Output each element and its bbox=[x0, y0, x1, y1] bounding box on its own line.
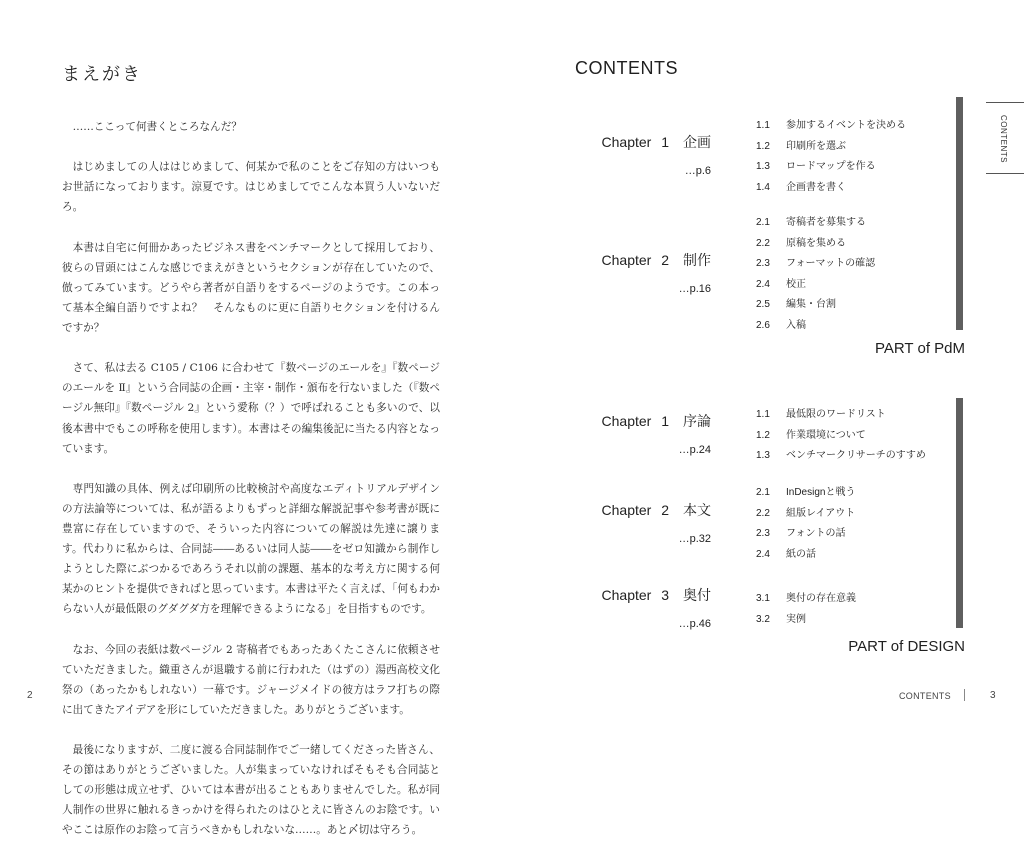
toc-sections-design-1 bbox=[756, 405, 926, 467]
toc-section-item[interactable] bbox=[756, 178, 906, 199]
toc-section-item[interactable] bbox=[756, 589, 856, 610]
toc-section-item[interactable] bbox=[756, 295, 875, 316]
chapter-label: Chapter 2 制作 bbox=[601, 252, 711, 268]
section-number: 2.1 bbox=[756, 487, 770, 498]
toc-sections-design-3 bbox=[756, 589, 856, 630]
contents-title: CONTENTS bbox=[575, 58, 678, 78]
section-number: 1.4 bbox=[756, 181, 770, 193]
section-number: 1.3 bbox=[756, 450, 770, 462]
toc-section-item[interactable] bbox=[756, 275, 875, 296]
toc-section-item[interactable] bbox=[756, 504, 855, 525]
chapter-page-ref: …p.32 bbox=[678, 533, 711, 545]
section-number: 2.4 bbox=[756, 548, 770, 560]
section-title: 作業環境について bbox=[786, 429, 866, 441]
footer-separator bbox=[964, 689, 965, 701]
right-page bbox=[512, 0, 1024, 726]
section-number: 2.5 bbox=[756, 299, 770, 311]
section-title: 校正 bbox=[786, 278, 806, 290]
toc-section-item[interactable] bbox=[756, 610, 856, 631]
chapter-label: Chapter 1 企画 bbox=[601, 134, 711, 150]
section-title: 実例 bbox=[786, 613, 806, 625]
chapter-label: Chapter 1 序論 bbox=[601, 413, 711, 429]
chapter-page-ref: …p.24 bbox=[678, 444, 711, 456]
section-number: 3.2 bbox=[756, 613, 770, 625]
side-tab-label: CONTENTS bbox=[999, 115, 1008, 163]
toc-section-item[interactable] bbox=[756, 446, 926, 467]
preface-paragraph: さて、私は去る C105 / C106 に合わせて『数ページのエールを』『数ページのエールを Ⅱ』という合同誌の企画・主宰・制作・頒布を行ないました（『数ページル無印』『数ページル 2』という愛称（？）で呼ばれることも多いので、以後本書中でもこの呼称を使用します）。本書はその編集後記に当たる内容となっています。 bbox=[62, 362, 440, 455]
chapter-label: Chapter 2 本文 bbox=[601, 502, 711, 518]
toc-chapter-design-3[interactable] bbox=[601, 585, 711, 631]
preface-paragraph: 専門知識の具体、例えば印刷所の比較検討や高度なエディトリアルデザインの方法論等については、私が語るよりもずっと詳細な解説記事や参考書が既に豊富に存在していますので、そういった内容についての解説は先達に譲ります。代わりに私からは、合同誌――あるいは同人誌――をゼロ知識から制作しようとした際にぶつかるであろうそれ以前の課題、基本的な考え方に関する何某かのヒントを提供できればと思っています。本書は平たく言えば、「何もわからない人が最低限のグダグダ方を理解できるようになる」を目指すものです。 bbox=[62, 482, 440, 616]
part-pdm-bar bbox=[956, 97, 963, 330]
preface-paragraph: 最後になりますが、二度に渡る合同誌制作でご一緒してくださった皆さん、その節はありがとうございました。人が集まっていなければそもそも合同誌としての形態は成立せず、ひいては本書が出ることもありませんでした。私が同人制作の世界に触れるきっかけを得られたのはひとえに皆さんのお陰です。いやここは原作のお陰って言うべきかもしれないな……。あと〆切は守ろう。 bbox=[62, 744, 440, 837]
toc-section-item[interactable] bbox=[756, 405, 926, 426]
toc-sections-design-2 bbox=[756, 483, 855, 565]
toc-chapter-pdm-2[interactable] bbox=[601, 250, 711, 296]
part-label-design: PART of DESIGN bbox=[848, 638, 965, 655]
side-tab-top-rule bbox=[986, 102, 1024, 103]
section-number: 1.2 bbox=[756, 429, 770, 441]
section-title: 参加するイベントを決める bbox=[786, 120, 906, 131]
preface-paragraph: 本書は自宅に何冊かあったビジネス書をベンチマークとして採用しており、彼らの冒頭にはこんな感じでまえがきというセクションが存在していたので、倣ってみています。どうやら著者が自語りをするページのようです。この本って基本全編自語りですよね？ そんなものに更に自語りセクションを付けるんですか？ bbox=[62, 241, 440, 335]
part-label-pdm: PART of PdM bbox=[874, 340, 965, 357]
toc-section-item[interactable] bbox=[756, 234, 875, 255]
section-number: 3.1 bbox=[756, 593, 770, 604]
section-title: 紙の話 bbox=[786, 548, 816, 560]
section-title: 組版レイアウト bbox=[786, 507, 856, 519]
toc-section-item[interactable] bbox=[756, 316, 875, 337]
chapter-label: Chapter 3 奥付 bbox=[601, 587, 711, 603]
section-number: 2.3 bbox=[756, 528, 770, 540]
section-title: ベンチマークリサーチのすすめ bbox=[786, 450, 926, 462]
toc-section-item[interactable] bbox=[756, 524, 855, 545]
part-design-bar bbox=[956, 398, 963, 628]
toc-sections-pdm-1 bbox=[756, 116, 906, 198]
toc-section-item[interactable] bbox=[756, 157, 906, 178]
section-number: 2.1 bbox=[756, 217, 770, 228]
section-title: 原稿を集める bbox=[786, 237, 846, 249]
chapter-page-ref: …p.46 bbox=[678, 618, 711, 630]
section-title: 編集・台割 bbox=[786, 299, 836, 311]
section-title: 最低限のワードリスト bbox=[786, 409, 886, 420]
section-number: 2.6 bbox=[756, 319, 770, 331]
toc-chapter-design-1[interactable] bbox=[601, 411, 711, 457]
preface-paragraph: はじめましての人ははじめまして、何某かで私のことをご存知の方はいつもお世話になっております。涼夏です。はじめましてでこんな本買う人いないだろ。 bbox=[62, 161, 440, 214]
chapter-page-ref: …p.6 bbox=[684, 165, 711, 177]
toc-section-item[interactable] bbox=[756, 213, 875, 234]
toc-section-item[interactable] bbox=[756, 116, 906, 137]
page-number-left: 2 bbox=[27, 690, 33, 701]
section-title: InDesignと戦う bbox=[786, 487, 856, 498]
preface-paragraph: ……ここって何書くところなんだ？ bbox=[72, 121, 242, 134]
toc-sections-pdm-2 bbox=[756, 213, 875, 337]
section-number: 2.3 bbox=[756, 258, 770, 270]
preface-body bbox=[62, 97, 440, 861]
section-number: 1.3 bbox=[756, 161, 770, 173]
section-title: 企画書を書く bbox=[786, 181, 846, 193]
section-number: 1.2 bbox=[756, 140, 770, 152]
section-title: 寄稿者を募集する bbox=[786, 217, 866, 228]
section-title: ロードマップを作る bbox=[786, 161, 876, 173]
section-number: 1.1 bbox=[756, 120, 770, 131]
section-number: 2.2 bbox=[756, 237, 770, 249]
toc-section-item[interactable] bbox=[756, 137, 906, 158]
left-page bbox=[0, 0, 512, 837]
preface-paragraph: なお、今回の表紙は数ページル 2 寄稿者でもあったあくたこさんに依頼させていただきました。織重さんが退職する前に行われた（はずの）湯西高校文化祭の（あったかもしれない）一幕です。ジャージメイドの彼方はラフ打ちの際に出てきたアイデアを形にしていただきました。ありがとうございます。 bbox=[62, 643, 440, 716]
footer-section-label: CONTENTS bbox=[899, 691, 951, 701]
section-title: フォントの話 bbox=[786, 528, 846, 540]
toc-section-item[interactable] bbox=[756, 254, 875, 275]
toc-section-item[interactable] bbox=[756, 426, 926, 447]
section-title: 入稿 bbox=[786, 319, 806, 331]
section-title: 奥付の存在意義 bbox=[786, 593, 856, 604]
page-number-right: 3 bbox=[990, 690, 996, 701]
section-number: 2.2 bbox=[756, 507, 770, 519]
toc-section-item[interactable] bbox=[756, 545, 855, 566]
section-number: 1.1 bbox=[756, 409, 770, 420]
section-title: フォーマットの確認 bbox=[786, 258, 876, 270]
preface-title: まえがき bbox=[62, 64, 142, 85]
side-tab-bottom-rule bbox=[986, 173, 1024, 174]
toc-section-item[interactable] bbox=[756, 483, 855, 504]
toc-chapter-design-2[interactable] bbox=[601, 500, 711, 546]
chapter-page-ref: …p.16 bbox=[678, 283, 711, 295]
section-number: 2.4 bbox=[756, 278, 770, 290]
toc-chapter-pdm-1[interactable] bbox=[601, 132, 711, 178]
section-title: 印刷所を選ぶ bbox=[786, 140, 846, 152]
